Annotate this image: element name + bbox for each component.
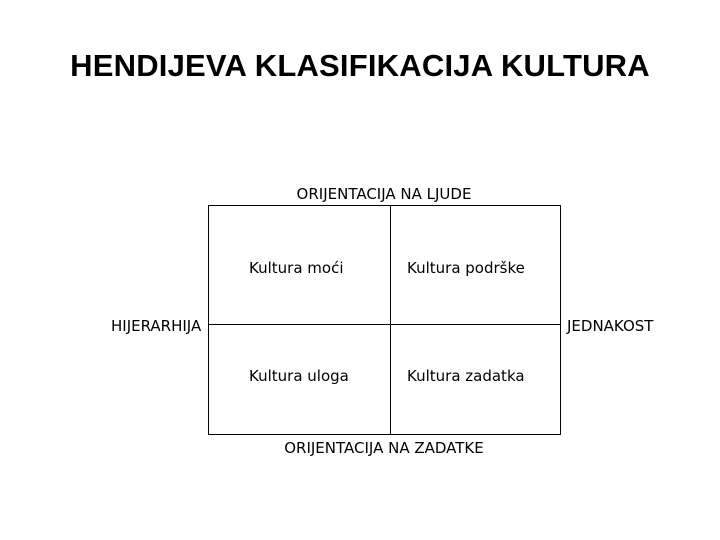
quadrant-bottom-right: Kultura zadatka <box>407 367 525 385</box>
quadrant-top-left: Kultura moći <box>249 259 344 277</box>
page-title: HENDIJEVA KLASIFIKACIJA KULTURA <box>70 48 650 83</box>
quadrant-bottom-left: Kultura uloga <box>249 367 349 385</box>
axis-label-left: HIJERARHIJA <box>111 317 202 335</box>
quadrant-top-right: Kultura podrške <box>407 259 525 277</box>
vertical-divider <box>390 206 391 434</box>
culture-matrix <box>208 205 561 435</box>
horizontal-divider <box>209 324 560 325</box>
axis-label-right: JEDNAKOST <box>567 317 654 335</box>
axis-label-top: ORIJENTACIJA NA LJUDE <box>296 185 472 203</box>
axis-label-bottom: ORIJENTACIJA NA ZADATKE <box>284 439 484 457</box>
